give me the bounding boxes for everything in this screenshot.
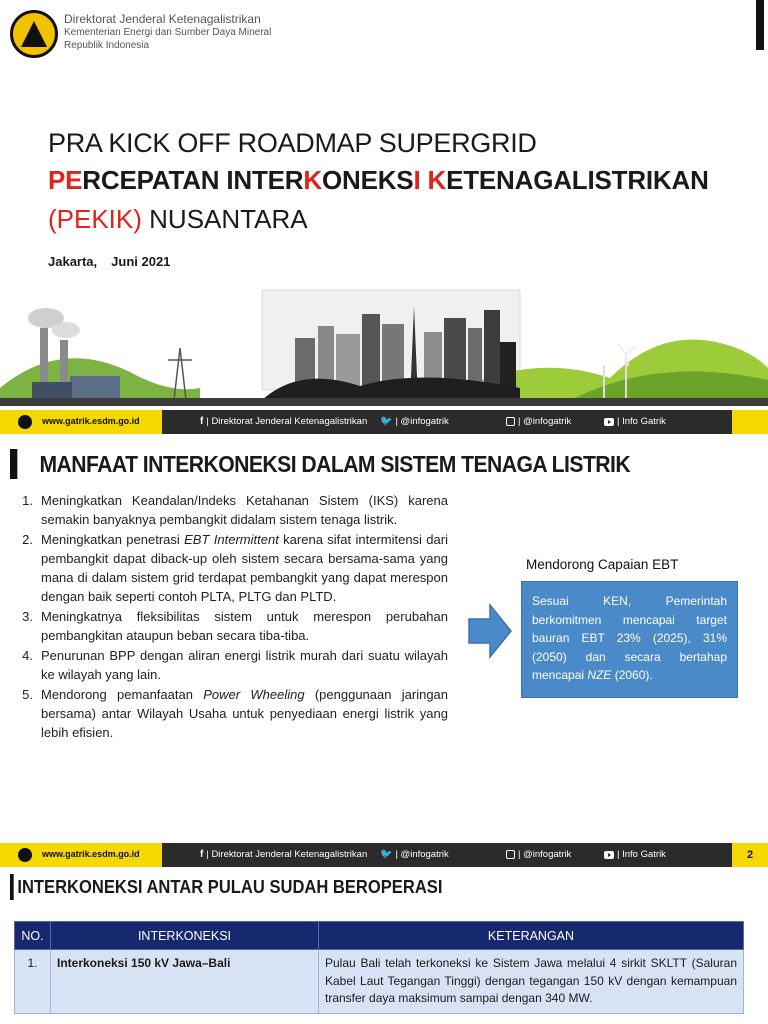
column-header-keterangan: KETERANGAN <box>319 922 744 950</box>
org-line-1: Direktorat Jenderal Ketenagalistrikan <box>64 12 261 26</box>
city-energy-illustration <box>0 288 768 406</box>
facebook-link[interactable]: f | Direktorat Jenderal Ketenagalistrikan <box>200 416 368 427</box>
list-item: 2. Meningkatkan penetrasi EBT Intermittent karena sifat intermitensi dari pembangkit dapat diback-up oleh sistem secara bersama-sama yang mana di dalam sistem grid terdapat pembangkit yang dapat merespon dengan baik seperti contoh PLTA, PLTG dan PLTD. <box>22 532 448 604</box>
twitter-link[interactable]: 🐦 | @infogatrik <box>380 849 449 860</box>
cover-slide <box>0 0 768 434</box>
instagram-icon <box>506 417 515 426</box>
slide-3-title: INTERKONEKSI ANTAR PULAU SUDAH BEROPERASI <box>10 874 442 900</box>
list-item: 3. Meningkatnya fleksibilitas sistem untuk merespon perubahan pembangkitan ataupun beban secara tiba-tiba. <box>22 609 448 643</box>
youtube-icon <box>604 418 614 426</box>
facebook-link[interactable]: f | Direktorat Jenderal Ketenagalistrikan <box>200 849 368 860</box>
cell-interkoneksi: Interkoneksi 150 kV Jawa–Bali <box>51 950 319 1014</box>
website-link[interactable]: www.gatrik.esdm.go.id <box>42 416 140 426</box>
column-header-no: NO. <box>15 922 51 950</box>
website-link[interactable]: www.gatrik.esdm.go.id <box>42 849 140 859</box>
ebt-callout: Sesuai KEN, Pemerintah berkomitmen mencapai target bauran EBT 23% (2025), 31% (2050) dan secara bertahap mencapai NZE (2060). <box>521 581 738 698</box>
esdm-logo <box>10 10 58 58</box>
org-line-3: Republik Indonesia <box>64 40 150 51</box>
youtube-icon <box>604 851 614 859</box>
footer-logo <box>16 846 34 864</box>
twitter-icon: 🐦 <box>380 416 393 427</box>
instagram-link[interactable]: | @infogatrik <box>506 416 571 427</box>
facebook-icon: f <box>200 416 204 427</box>
facebook-icon: f <box>200 849 204 860</box>
twitter-link[interactable]: 🐦 | @infogatrik <box>380 416 449 427</box>
interconnection-table <box>14 921 744 1014</box>
table-header-row <box>15 922 744 950</box>
instagram-link[interactable]: | @infogatrik <box>506 849 571 860</box>
list-item: 4. Penurunan BPP dengan aliran energi listrik murah dari suatu wilayah ke wilayah yang lain. <box>22 648 448 682</box>
column-header-interkoneksi: INTERKONEKSI <box>51 922 319 950</box>
instagram-icon <box>506 850 515 859</box>
footer-bar-2 <box>0 843 768 867</box>
cell-no: 1. <box>15 950 51 1014</box>
cover-title-line-1: PRA KICK OFF ROADMAP SUPERGRID <box>48 128 537 158</box>
org-line-2: Kementerian Energi dan Sumber Daya Mineral <box>64 27 272 38</box>
youtube-link[interactable]: | Info Gatrik <box>604 849 666 860</box>
cover-date: Jakarta, Juni 2021 <box>48 254 171 269</box>
ebt-heading: Mendorong Capaian EBT <box>526 557 679 572</box>
list-item: 1. Meningkatkan Keandalan/Indeks Ketahanan Sistem (IKS) karena semakin banyaknya pembangkit didalam sistem tenaga listrik. <box>22 493 448 527</box>
slide-2-title: MANFAAT INTERKONEKSI DALAM SISTEM TENAGA LISTRIK <box>10 449 630 479</box>
twitter-icon: 🐦 <box>380 849 393 860</box>
corner-bar <box>756 0 764 50</box>
footer-bar-1 <box>0 410 768 434</box>
table-row <box>15 950 744 1014</box>
arrow-right-icon <box>468 603 512 659</box>
footer-logo <box>16 413 34 431</box>
organization-name <box>64 12 271 52</box>
benefits-list <box>14 491 448 743</box>
cover-title-line-3: (PEKIK) NUSANTARA <box>48 204 308 234</box>
page-number: 2 <box>732 843 768 867</box>
cover-title-line-2: PERCEPATAN INTERKONEKSI KETENAGALISTRIKAN <box>48 165 709 195</box>
cell-keterangan: Pulau Bali telah terkoneksi ke Sistem Jawa melalui 4 sirkit SKLTT (Saluran Kabel Laut Tegangan Tinggi) dengan tegangan 150 kV dengan kemampuan transfer daya maksimum sampai dengan 340 MW. <box>319 950 744 1014</box>
youtube-link[interactable]: | Info Gatrik <box>604 416 666 427</box>
list-item: 5. Mendorong pemanfaatan Power Wheeling (penggunaan jaringan bersama) antar Wilayah Usaha untuk penyediaan energi listrik yang lebih efisien. <box>22 687 449 740</box>
